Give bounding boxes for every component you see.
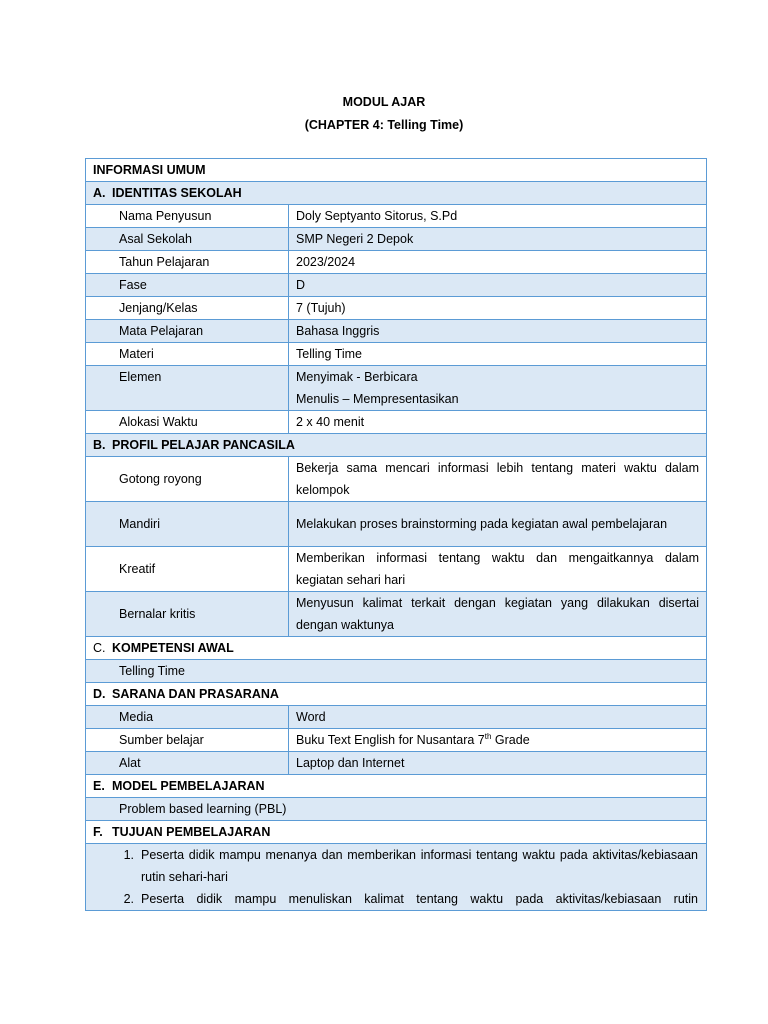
section-c-header (86, 637, 707, 660)
section-f-header (86, 821, 707, 844)
row-value: Bahasa Inggris (289, 320, 707, 343)
list-item-text: Peserta didik mampu menanya dan memberikan informasi tentang waktu pada aktivitas/kebiasaan rutin sehari-hari (141, 848, 698, 884)
table-row (86, 660, 707, 683)
row-value (289, 729, 707, 752)
row-label: Kreatif (86, 547, 289, 592)
row-value: 2023/2024 (289, 251, 707, 274)
row-value: Doly Septyanto Sitorus, S.Pd (289, 205, 707, 228)
row-value: Bekerja sama mencari informasi lebih tentang materi waktu dalam kelompok (289, 457, 707, 502)
section-b-heading: PROFIL PELAJAR PANCASILA (112, 438, 295, 452)
row-value: 7 (Tujuh) (289, 297, 707, 320)
table-row (86, 502, 707, 547)
row-value: Menyusun kalimat terkait dengan kegiatan yang dilakukan disertai dengan waktunya (289, 592, 707, 637)
section-e-heading: MODEL PEMBELAJARAN (112, 779, 265, 793)
row-value: SMP Negeri 2 Depok (289, 228, 707, 251)
row-label: Alat (86, 752, 289, 775)
section-d-header (86, 683, 707, 706)
list-item-number: 2. (123, 892, 134, 906)
table-row (86, 411, 707, 434)
section-e-letter: E. (93, 779, 105, 793)
elemen-line-1: Menyimak - Berbicara (296, 370, 418, 384)
sumber-text: Buku Text English for Nusantara 7 (296, 733, 485, 747)
list-item-number: 1. (123, 848, 134, 862)
row-label: Gotong royong (86, 457, 289, 502)
section-d-heading: SARANA DAN PRASARANA (112, 687, 279, 701)
table-row (86, 706, 707, 729)
row-value (289, 366, 707, 411)
row-value: Word (289, 706, 707, 729)
section-b-letter: B. (93, 438, 106, 452)
module-table (85, 158, 707, 911)
section-b-header (86, 434, 707, 457)
tujuan-list (86, 844, 698, 910)
section-c-letter: C. (93, 641, 106, 655)
tujuan-list-row (86, 844, 707, 911)
table-row (86, 729, 707, 752)
sumber-superscript: th (484, 731, 492, 741)
model-pembelajaran-value: Problem based learning (PBL) (86, 798, 707, 821)
row-value: Laptop dan Internet (289, 752, 707, 775)
informasi-umum-heading: INFORMASI UMUM (86, 159, 707, 182)
section-f-heading: TUJUAN PEMBELAJARAN (112, 825, 271, 839)
row-value: 2 x 40 menit (289, 411, 707, 434)
table-row (86, 274, 707, 297)
table-row (86, 592, 707, 637)
table-row (86, 297, 707, 320)
section-a-letter: A. (93, 186, 106, 200)
table-row (86, 798, 707, 821)
table-row (86, 343, 707, 366)
row-label: Media (86, 706, 289, 729)
row-value: D (289, 274, 707, 297)
section-f-letter: F. (93, 825, 103, 839)
table-row (86, 457, 707, 502)
list-item (86, 844, 698, 888)
kompetensi-awal-value: Telling Time (86, 660, 707, 683)
elemen-line-2: Menulis – Mempresentasikan (296, 392, 459, 406)
row-label: Fase (86, 274, 289, 297)
row-value: Telling Time (289, 343, 707, 366)
row-value: Memberikan informasi tentang waktu dan mengaitkannya dalam kegiatan sehari hari (289, 547, 707, 592)
table-row (86, 251, 707, 274)
row-label: Bernalar kritis (86, 592, 289, 637)
row-label: Asal Sekolah (86, 228, 289, 251)
list-item-text: Peserta didik mampu menuliskan kalimat tentang waktu pada aktivitas/kebiasaan rutin (141, 892, 698, 906)
row-label: Sumber belajar (86, 729, 289, 752)
row-label: Jenjang/Kelas (86, 297, 289, 320)
row-label: Mandiri (86, 502, 289, 547)
table-row-elemen (86, 366, 707, 411)
row-label: Mata Pelajaran (86, 320, 289, 343)
row-value: Melakukan proses brainstorming pada kegiatan awal pembelajaran (289, 502, 707, 547)
table-row (86, 205, 707, 228)
section-e-header (86, 775, 707, 798)
table-row (86, 752, 707, 775)
table-row (86, 320, 707, 343)
list-item (86, 888, 698, 910)
table-row (86, 228, 707, 251)
section-c-heading: KOMPETENSI AWAL (112, 641, 234, 655)
row-label: Nama Penyusun (86, 205, 289, 228)
section-a-heading: IDENTITAS SEKOLAH (112, 186, 242, 200)
row-label: Materi (86, 343, 289, 366)
section-d-letter: D. (93, 687, 106, 701)
row-label: Elemen (86, 366, 289, 411)
sumber-text-end: Grade (491, 733, 530, 747)
section-a-header (86, 182, 707, 205)
row-label: Alokasi Waktu (86, 411, 289, 434)
document-title: MODUL AJAR (342, 95, 426, 109)
table-row (86, 547, 707, 592)
row-label: Tahun Pelajaran (86, 251, 289, 274)
informasi-umum-row (86, 159, 707, 182)
document-subtitle: (CHAPTER 4: Telling Time) (304, 118, 464, 132)
